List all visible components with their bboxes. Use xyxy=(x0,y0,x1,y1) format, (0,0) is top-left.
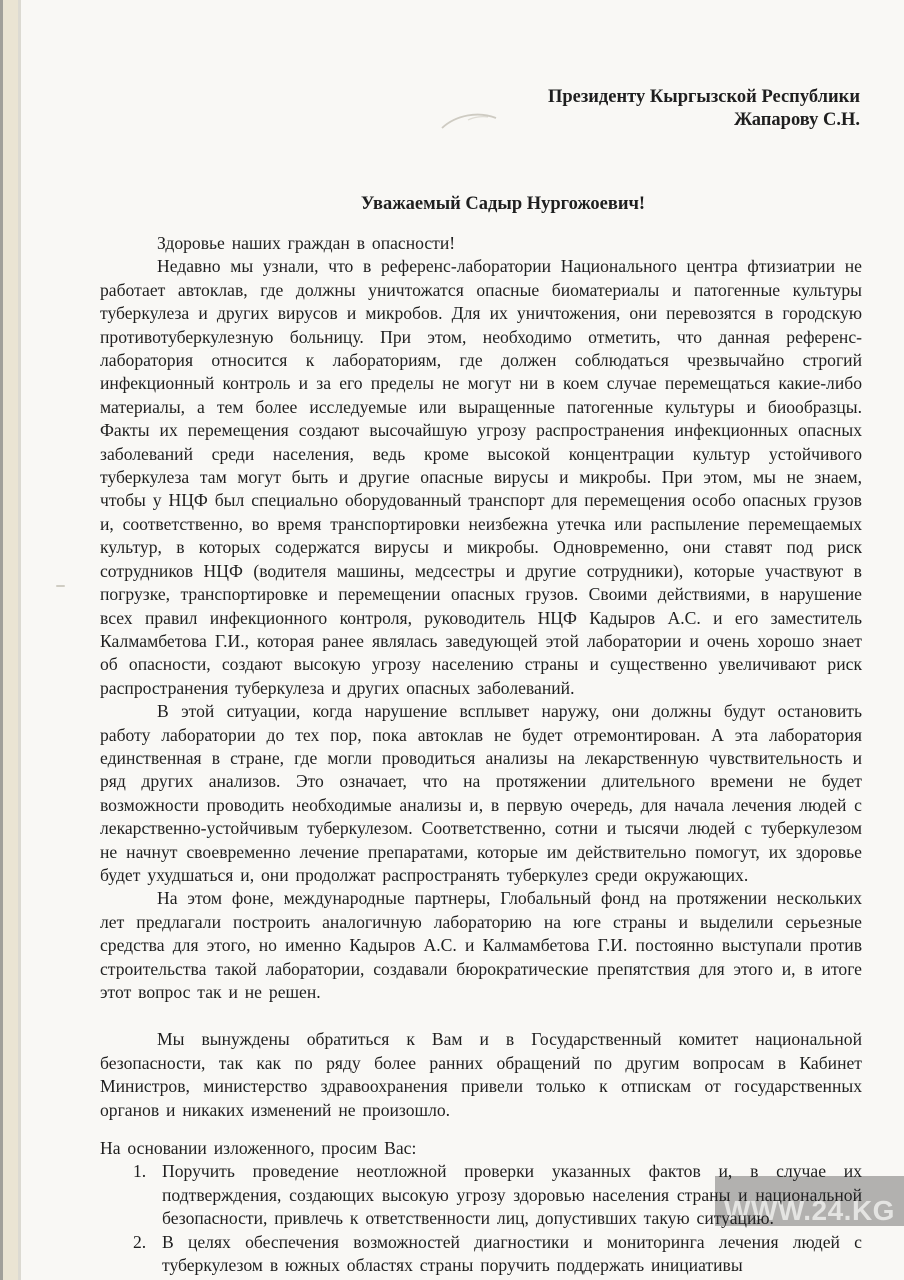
recipient-line-2: Жапарову С.Н. xyxy=(733,110,860,130)
watermark-text: WWW.24.KG xyxy=(724,1195,895,1226)
list-item-number: 2. xyxy=(133,1231,147,1252)
list-item xyxy=(100,1231,862,1278)
recipient-line-1: Президенту Кыргызской Республики xyxy=(547,87,860,107)
paragraph-opening: Здоровье наших граждан в опасности! xyxy=(157,233,456,253)
letter-body xyxy=(100,232,862,1277)
list-item-number: 1. xyxy=(133,1161,147,1182)
paragraph-appeal: Мы вынуждены обратиться к Вам и в Государственный комитет национальной безопасности, так как по ряду более ранних обращений по другим вопросам в Кабинет Министров, министерство здравоохранения привели только к отпискам от государственных органов и никаких изменений не произошло. xyxy=(100,1029,862,1120)
requests-list xyxy=(100,1160,862,1277)
salutation: Уважаемый Садыр Нургожоевич! xyxy=(360,194,646,214)
closing-intro: На основании изложенного, просим Вас: xyxy=(100,1138,417,1159)
paragraph-global-fund: На этом фоне, международные партнеры, Глобальный фонд на протяжении нескольких лет предлагали построить аналогичную лабораторию на юге страны и выделили серьезные средства для этого, но именно Кадыров А.С. и Калмамбетова Г.И. постоянно выступали против строительства такой лаборатории, создавали бюрократические препятствия для этого и, в итоге этот вопрос так и не решен. xyxy=(100,888,862,1002)
list-item xyxy=(100,1160,862,1230)
recipient-block xyxy=(100,86,862,132)
paragraph-autoclave: Недавно мы узнали, что в референс-лаборатории Национального центра фтизиатрии не работает автоклав, где должны уничтожатся опасные биоматериалы и патогенные культуры туберкулеза и других вирусов и микробов. Для их уничтожения, они перевозятся в городскую противотуберкулезную больницу. При этом, необходимо отметить, что данная референс-лаборатория относится к лабораториям, где должен соблюдаться чрезвычайно строгий инфекционный контроль и за его пределы не могут ни в коем случае перемещаться какие-либо материалы, а тем более исследуемые или выращенные патогенные культуры и биообразцы. Факты их перемещения создают высочайшую угрозу распространения инфекционных опасных заболеваний среди населения, ведь кроме высокой концентрации культур устойчивого туберкулеза там могут быть и другие опасные вирусы и микробы. При этом, мы не знаем, чтобы у НЦФ был специально оборудованный транспорт для перемещения особо опасных грузов и, соответственно, во время транспортировки неизбежна утечка или распыление перемещаемых культур, в которых содержатся вирусы и микробы. Одновременно, они ставят под риск сотрудников НЦФ (водителя машины, медсестры и другие сотрудники), которые участвуют в погрузке, транспортировке и перемещении опасных грузов. Своими действиями, в нарушение всех правил инфекционного контроля, руководитель НЦФ Кадыров А.С. и его заместитель Калмамбетова Г.И., которая ранее являлась заведующей этой лаборатории и очень хорошо знает об опасности, создают высокую угрозу населению страны и существенно увеличивают риск распространения туберкулеза и других опасных заболеваний. xyxy=(100,256,862,698)
list-item-text: В целях обеспечения возможностей диагностики и мониторинга лечения людей с туберкулезом в южных областях страны поручить поддержать инициативы xyxy=(162,1231,862,1276)
list-item-text: Поручить проведение неотложной проверки указанных фактов и, в случае их подтверждения, создающих высокую угрозу здоровью населения страны и национальной безопасности, привлечь к ответственности лиц, допустивших такую ситуацию. xyxy=(162,1161,862,1229)
paragraph-situation: В этой ситуации, когда нарушение всплывет наружу, они должны будут остановить работу лаборатории до тех пор, пока автоклав не будет отремонтирован. А эта лаборатория единственная в стране, где могли проводиться анализы на лекарственную чувствительность и ряд других анализов. Это означает, что на протяжении длительного времени не будет возможности проводить необходимые анализы и, в первую очередь, для начала лечения людей с лекарственно-устойчивым туберкулезом. Соответственно, сотни и тысячи людей с туберкулезом не начнут своевременно лечение препаратами, которые им действительно помогут, их здоровье будет ухудшаться и, они продолжат распространять туберкулез среди окружающих. xyxy=(100,701,862,885)
